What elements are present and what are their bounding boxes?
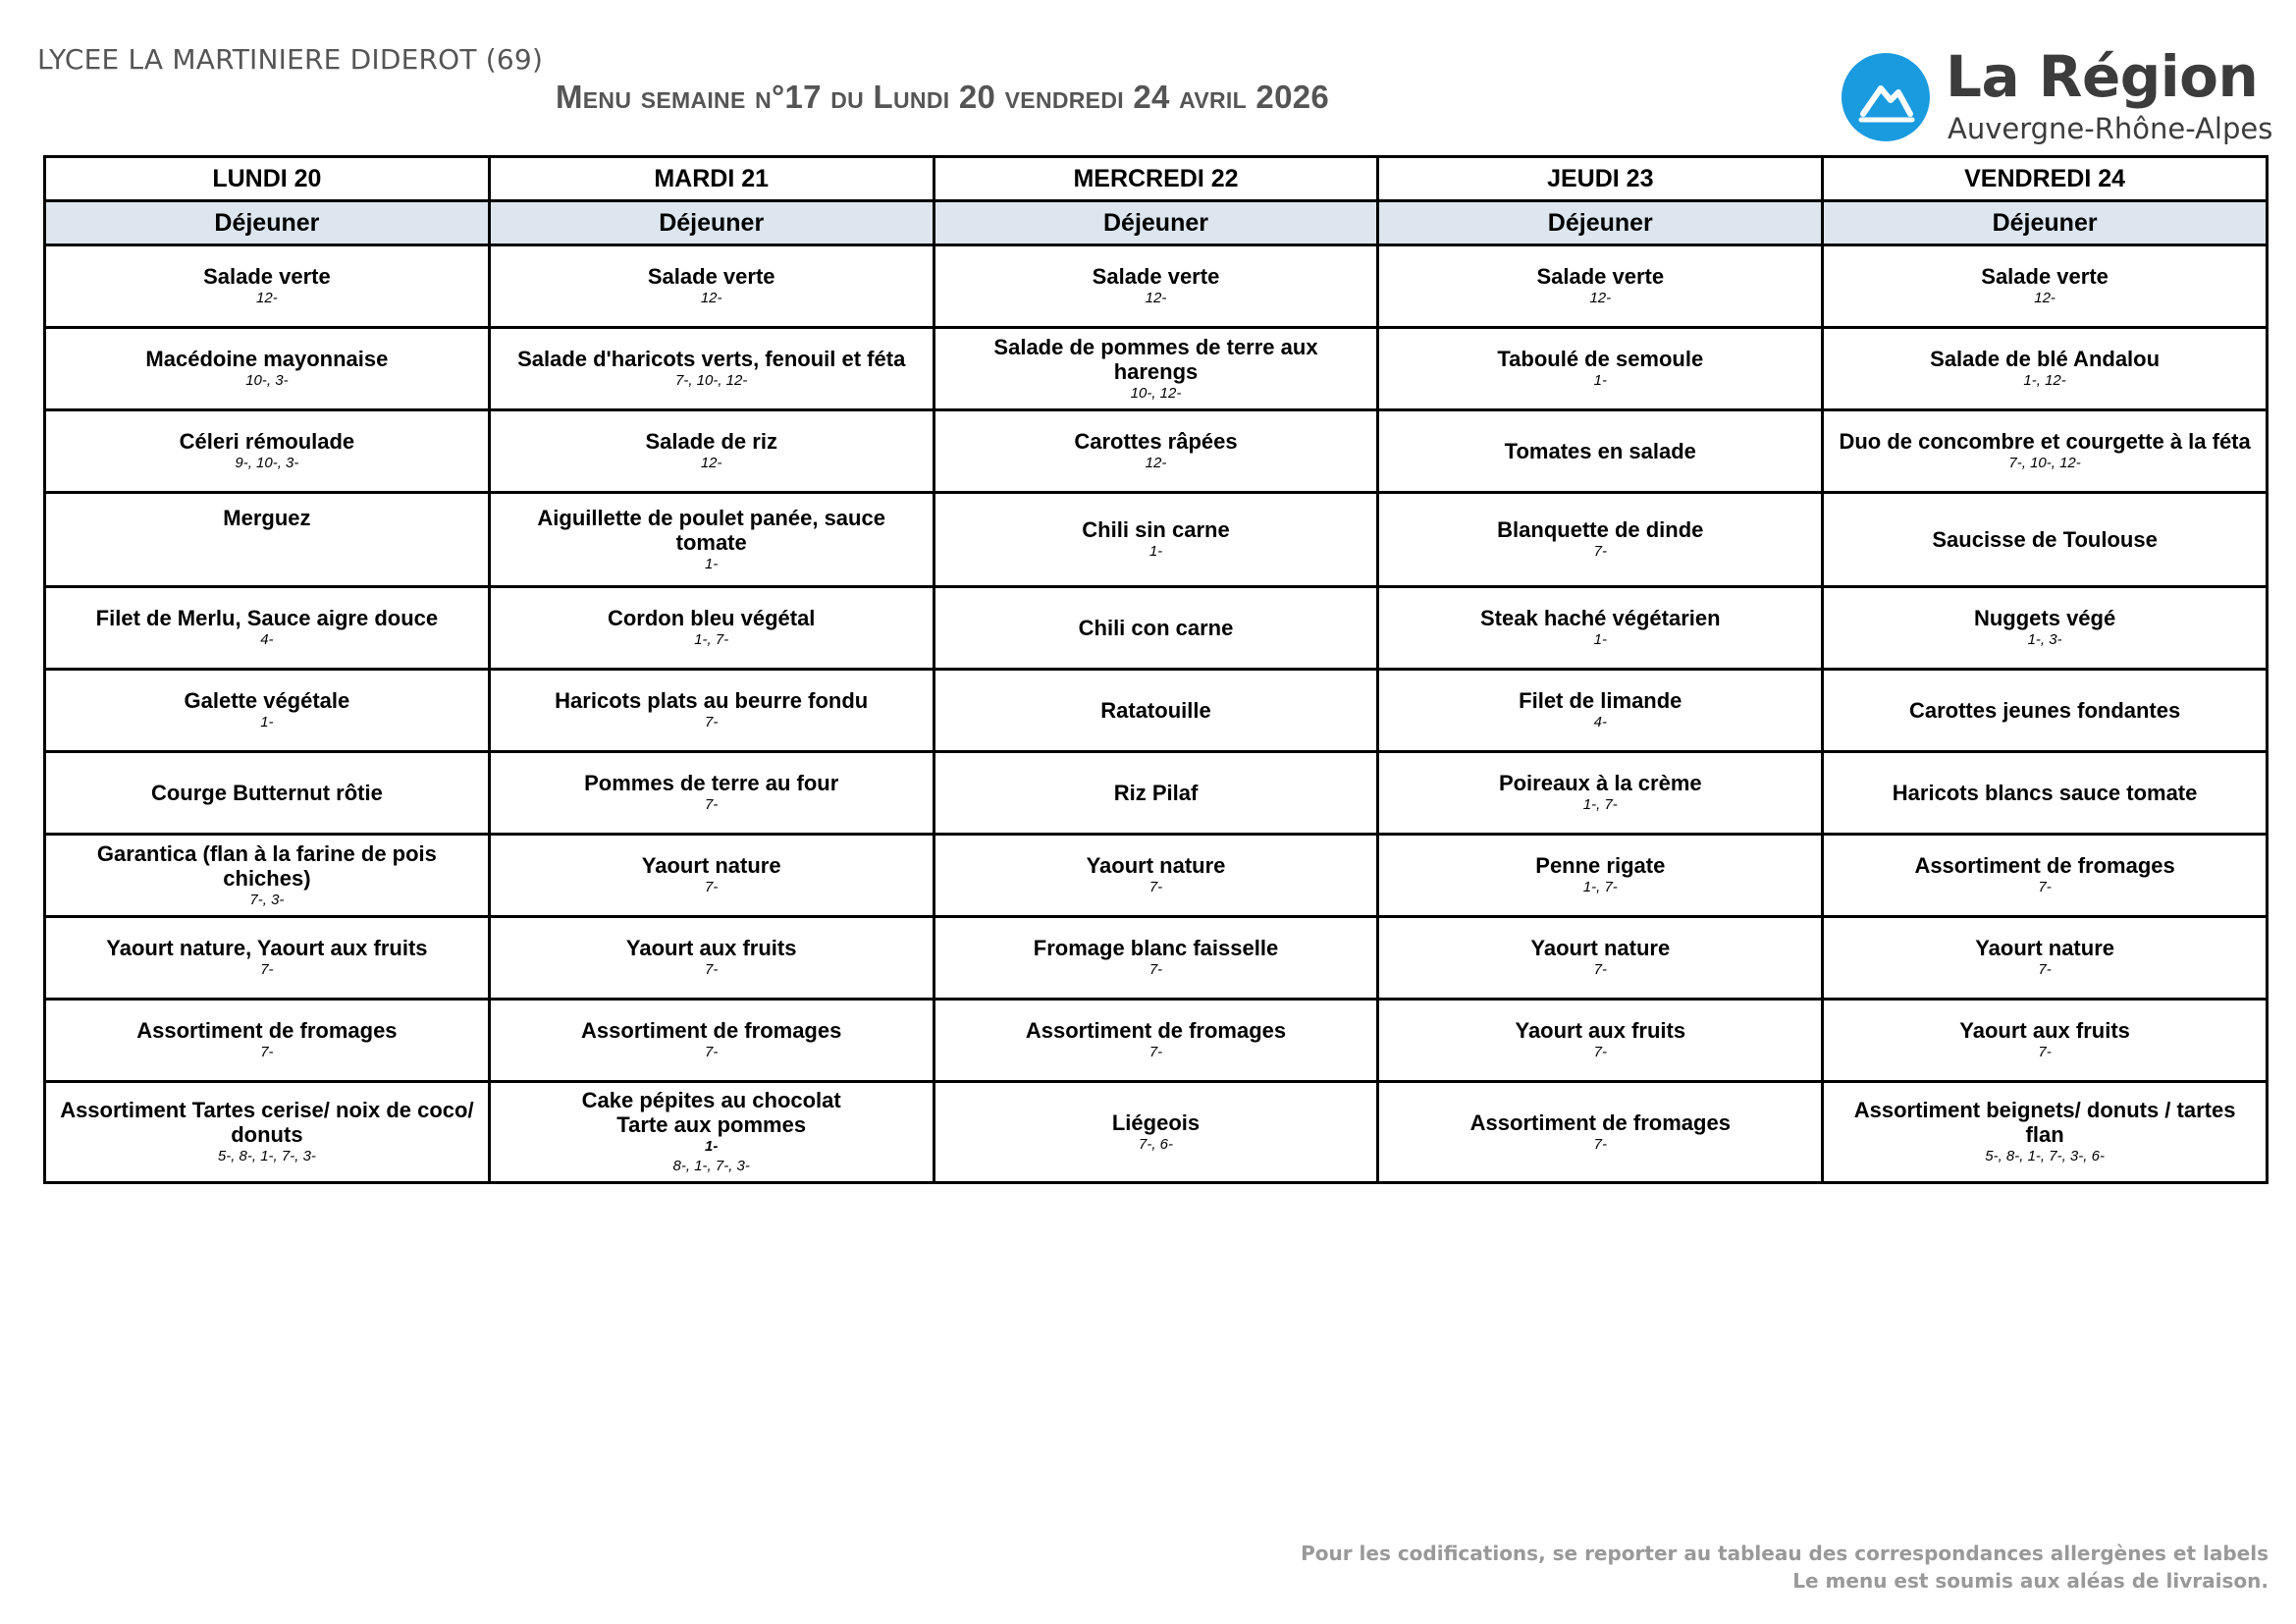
dish-name: Salade verte: [1536, 264, 1665, 289]
dish-name: Haricots plats au beurre fondu: [555, 688, 869, 713]
allergen-codes: 12-: [700, 290, 722, 306]
dish-name: Assortiment beignets/ donuts / tartes flan: [1853, 1098, 2236, 1147]
dish-name: Yaourt aux fruits: [1515, 1018, 1686, 1043]
dish-name: Yaourt nature: [1086, 853, 1226, 878]
dish-cell: [1378, 493, 1823, 587]
allergen-codes: 1-, 7-: [1582, 879, 1618, 895]
dish-name: Céleri rémoulade: [179, 429, 355, 454]
dish-cell: [489, 1082, 934, 1183]
dish-name: Salade de blé Andalou: [1930, 347, 2161, 371]
allergen-codes: 12-: [1145, 290, 1167, 306]
dish-row: [45, 1000, 2268, 1082]
dish-cell: [489, 493, 934, 587]
allergen-codes: 4-: [260, 631, 274, 648]
dish-row: [45, 493, 2268, 587]
dish-cell: [1823, 410, 2268, 493]
dish-cell: [934, 1082, 1378, 1183]
allergen-codes: 7-: [1593, 543, 1607, 560]
dish-cell: [489, 245, 934, 328]
day-header: JEUDI 23: [1378, 157, 1823, 201]
allergen-codes: 7-: [705, 1044, 719, 1060]
dish-cell: [1378, 917, 1823, 1000]
allergen-codes: 7-, 10-, 12-: [2008, 455, 2081, 471]
allergen-codes: 5-, 8-, 1-, 7-, 3-: [217, 1148, 316, 1164]
allergen-codes: 7-: [260, 1044, 274, 1060]
meal-header: Déjeuner: [1378, 201, 1823, 245]
meal-header: Déjeuner: [1823, 201, 2268, 245]
allergen-codes: 1-: [1148, 543, 1163, 560]
dish-cell: [489, 587, 934, 670]
dish-cell: [1823, 493, 2268, 587]
dish-name: Taboulé de semoule: [1497, 347, 1704, 371]
allergen-codes: 1-: [1593, 631, 1607, 648]
dish-row: [45, 752, 2268, 835]
dish-cell: [1378, 1082, 1823, 1183]
footer-note: [1301, 1540, 2269, 1595]
allergen-codes: 12-: [1145, 455, 1167, 471]
allergen-codes: 7-, 3-: [249, 891, 285, 908]
dish-cell: [489, 328, 934, 410]
dish-cell: [45, 587, 490, 670]
dish-name: Cake pépites au chocolat: [581, 1088, 841, 1112]
region-logo-subtitle: Auvergne-Rhône-Alpes: [1948, 112, 2273, 145]
dish-name: Yaourt nature: [1975, 936, 2114, 960]
dish-name: Haricots blancs sauce tomate: [1892, 781, 2198, 805]
allergen-codes: 7-: [1593, 1135, 1607, 1153]
dish-name: Riz Pilaf: [1113, 781, 1199, 805]
dish-cell: [1378, 410, 1823, 493]
dish-name: Assortiment de fromages: [581, 1018, 842, 1043]
dish-cell: [1378, 587, 1823, 670]
dish-cell: [934, 1000, 1378, 1082]
allergen-codes: 12-: [1589, 290, 1612, 306]
dish-name: Assortiment de fromages: [1025, 1018, 1287, 1043]
dish-name: Yaourt aux fruits: [1959, 1018, 2130, 1043]
dish-row: [45, 328, 2268, 410]
dish-cell: [489, 835, 934, 917]
dish-name: Nuggets végé: [1973, 606, 2116, 630]
dish-cell: [489, 410, 934, 493]
dish-cell: [45, 328, 490, 410]
dish-cell: [1823, 752, 2268, 835]
dish-cell: [45, 493, 490, 587]
allergen-codes: 12-: [256, 290, 278, 306]
dish-cell: [1378, 835, 1823, 917]
day-header: MERCREDI 22: [934, 157, 1378, 201]
dish-name: Salade verte: [647, 264, 775, 289]
dish-cell: [1823, 1000, 2268, 1082]
dish-name: Salade verte: [1092, 264, 1220, 289]
dish-cell: [45, 670, 490, 752]
dish-row: [45, 835, 2268, 917]
dish-row: [45, 917, 2268, 1000]
footer-delivery-note: Le menu est soumis aux aléas de livraison.: [1792, 1569, 2269, 1593]
allergen-codes: 9-, 10-, 3-: [235, 455, 299, 471]
dish-name: Carottes jeunes fondantes: [1908, 698, 2181, 723]
dish-cell: [1378, 1000, 1823, 1082]
dish-name: Merguez: [223, 506, 311, 530]
menu-title: Menu semaine n°17 du Lundi 20 vendredi 24 avril 2026: [556, 79, 1330, 115]
dish-name: Yaourt aux fruits: [625, 936, 797, 960]
allergen-codes: 10-, 12-: [1130, 384, 1182, 402]
dish-cell: [1378, 328, 1823, 410]
dish-name: Salade de pommes de terre aux harengs: [993, 334, 1318, 384]
allergen-codes: 1-: [705, 555, 719, 572]
dish-cell: [1378, 670, 1823, 752]
allergen-codes: 7-: [2038, 961, 2052, 978]
dish-name: Courge Butternut rôtie: [150, 781, 383, 805]
meal-header: Déjeuner: [934, 201, 1378, 245]
allergen-codes: 1-: [1593, 372, 1607, 389]
dish-row: [45, 587, 2268, 670]
allergen-codes: 4-: [1593, 714, 1607, 731]
dish-name: Cordon bleu végétal: [607, 606, 816, 630]
dish-name: Poireaux à la crème: [1498, 771, 1702, 795]
allergen-codes: 7-: [705, 796, 719, 813]
allergen-codes: 12-: [700, 455, 722, 471]
dish-name: Saucisse de Toulouse: [1932, 527, 2158, 552]
allergen-codes: 1-: [705, 1138, 719, 1155]
allergen-codes: 7-: [705, 714, 719, 731]
meal-header: Déjeuner: [45, 201, 490, 245]
dish-cell: [934, 835, 1378, 917]
dish-name: Filet de Merlu, Sauce aigre douce: [95, 606, 439, 630]
dish-cell: [45, 410, 490, 493]
allergen-codes: 5-, 8-, 1-, 7-, 3-, 6-: [1985, 1148, 2105, 1164]
dish-name: Assortiment de fromages: [1469, 1110, 1731, 1135]
allergen-codes: 7-, 10-, 12-: [675, 372, 748, 389]
allergen-codes: 7-: [1148, 1044, 1163, 1060]
dish-row: [45, 1082, 2268, 1183]
dish-name: Macédoine mayonnaise: [145, 347, 389, 371]
dish-cell: [1823, 917, 2268, 1000]
allergen-codes: 7-: [1148, 961, 1163, 978]
dish-name: Duo de concombre et courgette à la féta: [1839, 429, 2251, 454]
dish-cell: [934, 493, 1378, 587]
dish-cell: [934, 410, 1378, 493]
dish-name: Assortiment Tartes cerise/ noix de coco/ donuts: [60, 1098, 474, 1147]
region-logo: [1842, 43, 2273, 151]
dish-cell: [45, 245, 490, 328]
day-header: MARDI 21: [489, 157, 934, 201]
dish-name: Ratatouille: [1100, 698, 1211, 723]
allergen-codes: 1-, 7-: [694, 631, 729, 648]
dish-cell: [1823, 245, 2268, 328]
dish-name: Chili sin carne: [1082, 517, 1230, 542]
dish-name: Yaourt nature: [641, 853, 781, 878]
dish-row: [45, 670, 2268, 752]
dish-cell: [1823, 670, 2268, 752]
dish-name: Salade de riz: [645, 429, 777, 454]
dish-cell: [45, 752, 490, 835]
allergen-codes: 1-: [260, 714, 274, 731]
allergen-codes: 8-, 1-, 7-, 3-: [672, 1158, 750, 1174]
dish-cell: [489, 670, 934, 752]
region-logo-mark-icon: [1842, 53, 1930, 141]
dish-cell: [934, 587, 1378, 670]
allergen-codes: 7-: [1593, 1044, 1607, 1060]
dish-cell: [45, 1000, 490, 1082]
allergen-codes: 7-: [1148, 879, 1163, 895]
dish-name: Galette végétale: [184, 688, 350, 713]
dish-cell: [1823, 587, 2268, 670]
dish-cell: [934, 328, 1378, 410]
dish-cell: [45, 835, 490, 917]
dish-name: Yaourt nature: [1530, 936, 1671, 960]
allergen-codes: 10-, 3-: [245, 372, 289, 389]
allergen-codes: 1-, 12-: [2023, 372, 2066, 389]
dish-cell: [1378, 752, 1823, 835]
allergen-codes: 7-: [2038, 879, 2052, 895]
dish-row: [45, 410, 2268, 493]
weekly-menu-table: [43, 155, 2269, 1184]
dish-cell: [1378, 245, 1823, 328]
dish-cell: [1823, 1082, 2268, 1183]
dish-name: Filet de limande: [1519, 688, 1682, 713]
dish-cell: [489, 1000, 934, 1082]
dish-cell: [934, 917, 1378, 1000]
meal-header: Déjeuner: [489, 201, 934, 245]
dish-name: Steak haché végétarien: [1480, 606, 1721, 630]
allergen-codes: 1-, 3-: [2027, 631, 2062, 648]
dish-name: Salade verte: [1981, 264, 2109, 289]
dish-name: Assortiment de fromages: [136, 1018, 398, 1043]
dish-row: [45, 245, 2268, 328]
day-header-row: [45, 157, 2268, 201]
dish-name: Blanquette de dinde: [1497, 517, 1704, 542]
dish-cell: [1823, 328, 2268, 410]
allergen-codes: 7-: [705, 879, 719, 895]
allergen-codes: 7-: [2038, 1044, 2052, 1060]
dish-name: Liégeois: [1111, 1110, 1201, 1135]
dish-cell: [45, 917, 490, 1000]
dish-name: Tomates en salade: [1504, 439, 1696, 463]
day-header: LUNDI 20: [45, 157, 490, 201]
dish-name: Chili con carne: [1078, 616, 1234, 640]
allergen-codes: 7-: [1593, 961, 1607, 978]
dish-cell: [489, 752, 934, 835]
dish-name: Pommes de terre au four: [584, 771, 839, 795]
allergen-codes: 7-, 6-: [1138, 1135, 1173, 1153]
dish-name: Fromage blanc faisselle: [1033, 936, 1279, 960]
dish-name: Tarte aux pommes: [616, 1112, 807, 1137]
school-name: LYCEE LA MARTINIERE DIDEROT (69): [37, 43, 544, 76]
dish-cell: [45, 1082, 490, 1183]
dish-name: Assortiment de fromages: [1914, 853, 2175, 878]
dish-name: Penne rigate: [1535, 853, 1666, 878]
dish-cell: [489, 917, 934, 1000]
dish-cell: [934, 752, 1378, 835]
meal-header-row: [45, 201, 2268, 245]
dish-cell: [934, 670, 1378, 752]
allergen-codes: 7-: [705, 961, 719, 978]
dish-cell: [934, 245, 1378, 328]
day-header: VENDREDI 24: [1823, 157, 2268, 201]
menu-body: [45, 245, 2268, 1183]
allergen-codes: 1-, 7-: [1582, 796, 1618, 813]
dish-name: Salade d'haricots verts, fenouil et féta: [517, 347, 906, 371]
dish-cell: [1823, 835, 2268, 917]
region-logo-name: La Région: [1946, 43, 2259, 110]
footer-allergen-note: Pour les codifications, se reporter au tableau des correspondances allergènes et labels: [1301, 1542, 2269, 1565]
dish-name: Salade verte: [203, 264, 331, 289]
dish-name: Yaourt nature, Yaourt aux fruits: [106, 936, 428, 960]
dish-name: Carottes râpées: [1074, 429, 1238, 454]
dish-name: Aiguillette de poulet panée, sauce tomate: [537, 505, 885, 555]
allergen-codes: 7-: [260, 961, 274, 978]
dish-name: Garantica (flan à la farine de pois chiches): [96, 840, 437, 891]
allergen-codes: 12-: [2034, 290, 2056, 306]
